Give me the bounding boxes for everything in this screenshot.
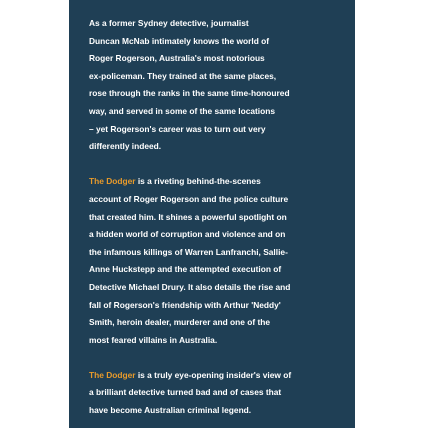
blurb-line: Roger Rogerson, Australia's most notorious bbox=[89, 53, 265, 64]
blurb-line: the infamous killings of Warren Lanfranchi, Sallie- bbox=[89, 246, 288, 257]
blurb-line: Smith, heroin dealer, murderer and one of the bbox=[89, 317, 271, 328]
blurb-line: – yet Rogerson's career was to turn out very bbox=[89, 123, 266, 134]
blurb-line: rose through the ranks in the same time-honoured bbox=[89, 88, 290, 99]
blurb-line-text: is a riveting behind-the-scenes bbox=[135, 176, 261, 187]
blurb-line: fall of Rogerson's friendship with Arthur 'Neddy' bbox=[89, 299, 281, 310]
blurb-line: account of Roger Rogerson and the police culture bbox=[89, 193, 289, 204]
blurb-line: As a former Sydney detective, journalist bbox=[89, 18, 249, 28]
blurb-line bbox=[89, 173, 345, 191]
blurb-line: ex-policeman. They trained at the same places, bbox=[89, 70, 277, 81]
book-back-cover bbox=[69, 0, 355, 428]
blurb-line: differently indeed. bbox=[89, 141, 162, 152]
blurb-line: that created him. It shines a powerful spotlight on bbox=[89, 211, 287, 222]
blurb-line-text: is a truly eye-opening insider's view of bbox=[135, 369, 292, 380]
blurb-line: a brilliant detective turned bad and of cases that bbox=[89, 387, 282, 398]
blurb-line: Detective Michael Drury. It also details the rise and bbox=[89, 281, 291, 292]
book-title-highlight: The Dodger bbox=[89, 176, 136, 187]
blurb-line: have become Australian criminal legend. bbox=[89, 405, 252, 416]
blurb-line: Anne Huckstepp and the attempted execution of bbox=[89, 264, 282, 275]
blurb-paragraph-3 bbox=[89, 367, 345, 420]
blurb-line: Duncan McNab intimately knows the world of bbox=[89, 35, 270, 46]
blurb-line: most feared villains in Australia. bbox=[89, 334, 218, 345]
blurb-paragraph-2 bbox=[89, 173, 345, 349]
blurb-paragraph-1 bbox=[89, 15, 345, 156]
blurb-line: a hidden world of corruption and violence and on bbox=[89, 229, 286, 240]
book-title-highlight: The Dodger bbox=[89, 369, 136, 380]
blurb-line bbox=[89, 367, 345, 385]
blurb-line: way, and served in some of the same locations bbox=[89, 105, 276, 116]
